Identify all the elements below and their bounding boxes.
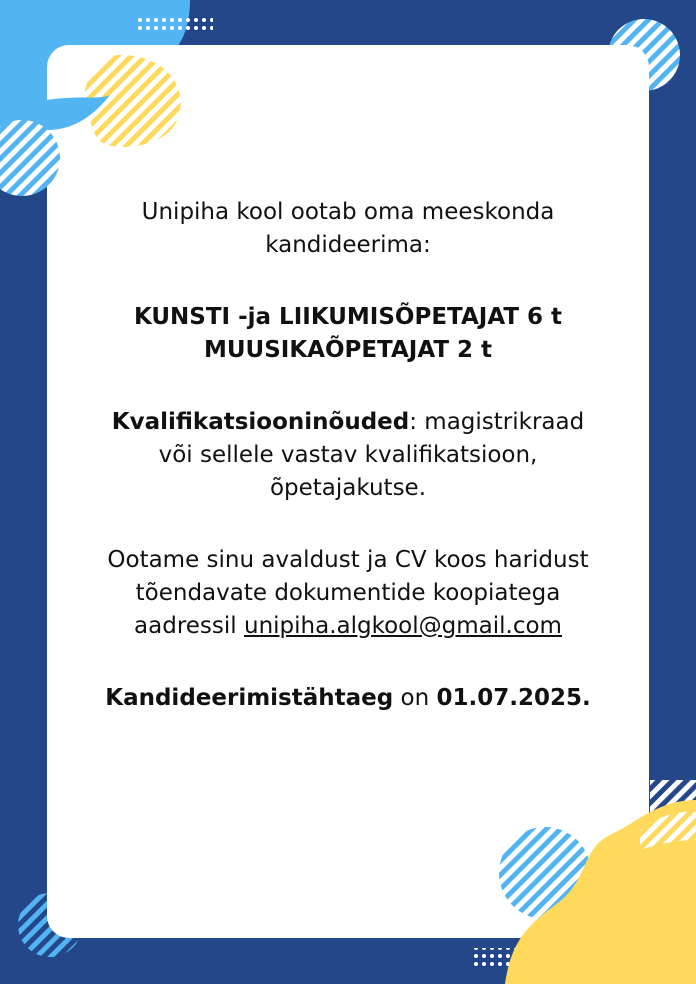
apply-line-1: Ootame sinu avaldust ja CV koos haridust bbox=[107, 547, 589, 573]
deadline-label: Kandideerimistähtaeg bbox=[105, 685, 394, 711]
position-1: KUNSTI -ja LIIKUMISÕPETAJAT 6 t bbox=[133, 304, 563, 330]
poster-content bbox=[47, 196, 649, 715]
qualification-text: : magistrikraad bbox=[409, 409, 585, 435]
apply-line-2: tõendavate dokumentide koopiatega bbox=[135, 580, 561, 606]
intro-line-1: Unipiha kool ootab oma meeskonda bbox=[141, 199, 555, 225]
apply-line-3 bbox=[47, 610, 649, 643]
qualification-line-1 bbox=[47, 406, 649, 439]
qualification-line-3: õpetajakutse. bbox=[269, 475, 427, 501]
qualification-label: Kvalifikatsiooninõuded bbox=[111, 409, 410, 435]
qualification-line-2: või sellele vastav kvalifikatsioon, bbox=[158, 442, 538, 468]
apply-prefix: aadressil bbox=[134, 613, 244, 639]
email-link[interactable]: unipiha.algkool@gmail.com bbox=[244, 613, 562, 639]
intro-line-2: kandideerima: bbox=[265, 232, 431, 258]
deadline-mid: on bbox=[393, 685, 437, 711]
deadline-line bbox=[47, 682, 649, 715]
position-2: MUUSIKAÕPETAJAT 2 t bbox=[203, 337, 493, 363]
deadline-date: 01.07.2025. bbox=[436, 685, 591, 711]
